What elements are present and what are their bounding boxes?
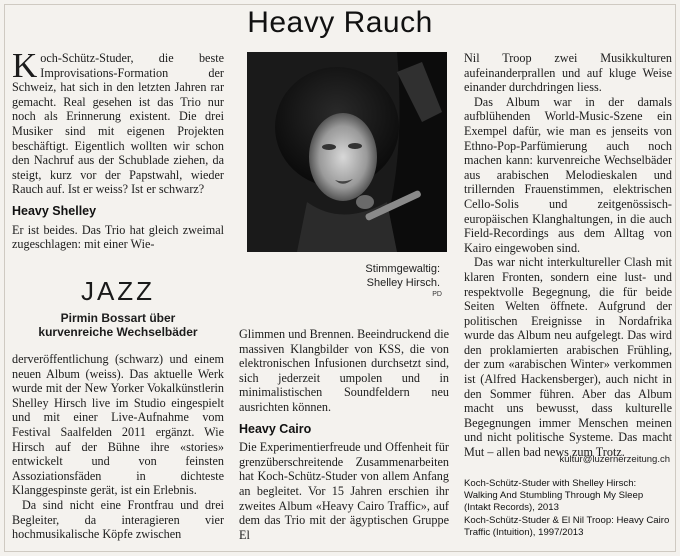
paragraph: Glimmen und Brennen. Beeindruckend die massiven Klangbilder von KSS, die von elektronischen Infusionen durchsetzt sind, sich jederzeit umpolen und in minimalistischen Soundfeldern neu ausrichten können. — [239, 327, 449, 414]
subhead-heavy-cairo: Heavy Cairo — [239, 421, 312, 436]
paragraph: Das war nicht interkultureller Clash mit klaren Fronten, sondern eine lust- und respektvolle Begegnung, die für beide Seiten Welten öffnete. Aufgrund der politischen Ereignisse in Nordafrika wurde das Album neu aufgelegt. Das wird den proklamierten arabischen Frühling, der zum «arabischen Winter» verkommen ist (Alfred Hackensberger), auch nicht in den Sommer führen. Aber das Album macht uns bewusst, dass kulturelle Begegnungen immer Menschen meinen und nicht politische Systeme. Das macht Mut – allen bad news zum Trotz. — [464, 255, 672, 460]
article-headline: Heavy Rauch — [247, 6, 433, 39]
singer-photo — [247, 52, 447, 252]
info-line: Traffic (Intuition), 1997/2013 — [464, 526, 584, 538]
subhead-heavy-shelley: Heavy Shelley — [12, 203, 97, 218]
paragraph: Er ist beides. Das Trio hat gleich zweimal zugeschlagen: mit einer Wie- — [12, 222, 224, 252]
column-3 — [464, 51, 672, 460]
caption-line: Stimmgewaltig: — [365, 263, 440, 275]
paragraph: Da sind nicht eine Frontfrau und drei Begleiter, da interagieren vier hochmusikalische Köpfe zwischen — [12, 497, 224, 542]
drop-cap: K — [12, 46, 38, 85]
author-email: kultur@luzernerzeitung.ch — [559, 454, 670, 465]
photo-credit: PD — [432, 291, 442, 298]
column-1 — [12, 46, 224, 252]
album-info — [464, 478, 674, 539]
photo-caption — [330, 262, 440, 290]
rubric-line: Pirmin Bossart über — [60, 311, 176, 325]
paragraph: Die Experimentierfreude und Offenheit für grenzüberschreitende Zusammenarbeiten hat Koch-Schütz-Studer von allem Anfang an begleitet. Vor 15 Jahren erschien ihr zweites Album «Heavy Cairo Traffic», auf dem das Trio mit der ägyptischen Gruppe El — [239, 440, 449, 542]
info-line: Koch-Schütz-Studer with Shelley Hirsch: — [464, 478, 637, 489]
column-1-continued — [12, 352, 224, 542]
rubric-title: JAZZ — [80, 276, 156, 306]
info-line: Koch-Schütz-Studer & El Nil Troop: Heavy Cairo — [464, 514, 670, 526]
caption-line: Shelley Hirsch. — [366, 277, 440, 289]
rubric-author — [12, 311, 224, 339]
column-2 — [239, 327, 449, 542]
rubric-line: kurvenreiche Wechselbäder — [38, 325, 198, 339]
intro-paragraph — [12, 46, 224, 197]
intro-text: och-Schütz-Studer, die beste Improvisations-Formation der Schweiz, hat sich in den letzten Jahren rar gemacht. Real gesehen ist das Trio nur noch als Erinnerung existent. Die drei Musiker sind mit eigenen Projekten beschäftigt. Eigentlich wollten wir schon den Nachruf aus der Schublade ziehen, da steigt, kurz vor der Papstwahl, wieder Rauch auf. Ist er weiss? Ist er schwarz? — [12, 51, 224, 197]
paragraph: derveröffentlichung (schwarz) und einem neuen Album (weiss). Das aktuelle Werk wurde mit der New Yorker Vokalkünstlerin Shelley Hirsch live im Studio eingespielt und mit einer Live-Aufnahme vom Festival Saalfelden 2011 ergänzt. Wie Hirsch auf der Bühne ihre «stories» entwickelt und von feinsten Assoziationsfäden in dichteste Klanggespinste gerät, ist ein Erlebnis. — [12, 352, 224, 498]
info-line: (Intakt Records), 2013 — [464, 502, 559, 514]
singer-photo-image — [247, 52, 447, 252]
paragraph: Nil Troop zwei Musikkulturen aufeinanderprallen und auf kluge Weise einander durchdringen liess. — [464, 51, 672, 95]
rubric-box — [12, 272, 224, 344]
info-line: Walking And Stumbling Through My Sleep — [464, 490, 644, 502]
paragraph: Das Album war in der damals aufblühenden World-Music-Szene ein Exempel dafür, wie man es jenseits von Ethno-Pop-Parfümierung auch noch machen kann: kurvenreiche Wechselbäder aus arabischen Melodieskalen und trillernden Frauenstimmen, elektrischen Cello-Solis und zeitgenössisch-europäischen Klanghaltungen, in die auch Field-Recordings aus dem Alltag von Kairo eingewoben sind. — [464, 94, 672, 255]
